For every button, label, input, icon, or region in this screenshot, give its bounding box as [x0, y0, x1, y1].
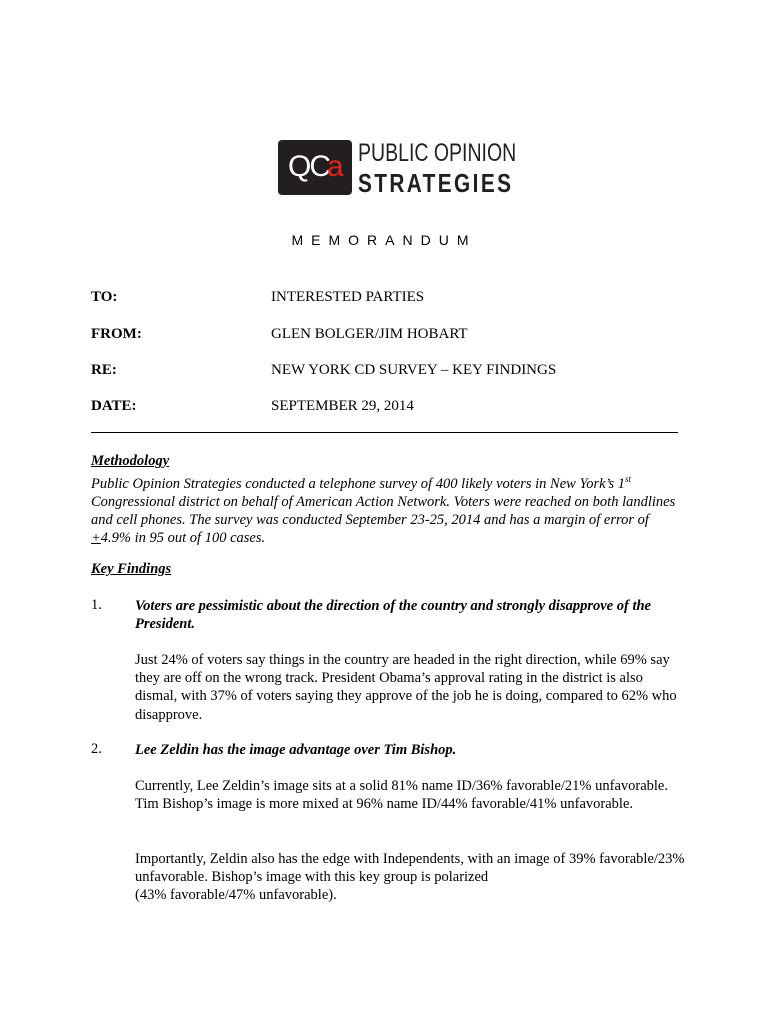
methodology-text-part3: 4.9% in 95 out of 100 cases.: [100, 530, 266, 547]
date-value: SEPTEMBER 29, 2014: [271, 398, 414, 414]
re-label: RE:: [91, 362, 117, 378]
finding-1-number: 1.: [91, 597, 102, 613]
finding-1-paragraph: Just 24% of voters say things in the country are headed in the right direction, while 69% say they are off on the wrong track. President Obama’s approval rating in the district is also dismal, with 37% of voters saying they approve of the job he is doing, compared to 62% who disapprove.: [135, 652, 677, 723]
date-label: DATE:: [91, 398, 137, 414]
methodology-text: [91, 470, 691, 548]
logo-text-line2: STRATEGIES: [358, 168, 514, 198]
logo-mark-qc: QC: [288, 150, 329, 183]
methodology-heading: Methodology: [91, 453, 170, 469]
finding-2-number: 2.: [91, 741, 102, 757]
to-value: INTERESTED PARTIES: [271, 289, 425, 305]
re-value: NEW YORK CD SURVEY – KEY FINDINGS: [271, 362, 557, 378]
from-label: FROM:: [91, 326, 142, 342]
from-value: GLEN BOLGER/JIM HOBART: [271, 326, 468, 342]
finding-2-heading: Lee Zeldin has the image advantage over Tim Bishop.: [135, 742, 457, 758]
finding-2-paragraph-2: Importantly, Zeldin also has the edge with Independents, with an image of 39% favorable/23% unfavorable. Bishop’s image with this key group is polarized: [135, 851, 685, 886]
methodology-text-part1: Public Opinion Strategies conducted a telephone survey of 400 likely voters in New York’s 1: [91, 475, 625, 492]
plus-minus-sign: +: [91, 530, 101, 547]
logo-text-line1: PUBLIC OPINION: [358, 139, 517, 167]
methodology-superscript: st: [625, 474, 632, 484]
finding-2-paragraph-3: (43% favorable/47% unfavorable).: [135, 887, 337, 903]
logo-mark: [278, 140, 352, 195]
to-label: TO:: [91, 289, 118, 305]
header-divider: [91, 432, 678, 433]
logo-mark-a: a: [327, 150, 342, 183]
finding-2-paragraph-1: Currently, Lee Zeldin’s image sits at a solid 81% name ID/36% favorable/21% unfavorable. Tim Bishop’s image is more mixed at 96% name ID/44% favorable/41% unfavorable.: [135, 778, 668, 813]
key-findings-heading: Key Findings: [91, 561, 172, 577]
memo-title: MEMORANDUM: [291, 232, 477, 248]
methodology-text-part2: Congressional district on behalf of American Action Network. Voters were reached on both landlines and cell phones. The survey was conducted September 23-25, 2014 and has a margin of error of: [91, 494, 676, 529]
finding-1-heading: Voters are pessimistic about the direction of the country and strongly disapprove of the President.: [135, 598, 651, 633]
